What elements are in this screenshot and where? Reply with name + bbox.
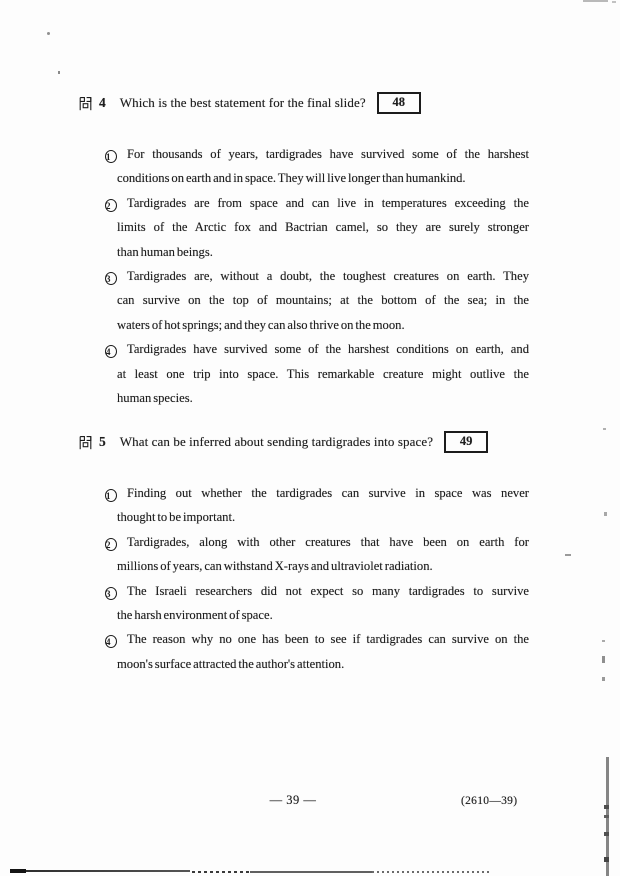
option-line (106, 481, 529, 505)
answer-option-3 (106, 579, 529, 628)
option-text: For thousands of years, tardigrades have survived some of the harshest (127, 147, 529, 161)
question-text: Which is the best statement for the final slide? (119, 95, 366, 110)
option-line (106, 337, 529, 361)
option-text: waters of hot springs; and they can also thrive on the moon. (117, 317, 405, 332)
scan-artifact-right-bar-speck (604, 815, 609, 818)
answer-option-1 (106, 481, 529, 530)
question-number: 5 (99, 434, 106, 449)
answer-number-box: 48 (377, 92, 421, 114)
option-line (117, 554, 529, 578)
option-line (106, 191, 529, 215)
answer-option-1 (106, 142, 529, 191)
scan-artifact-right-edge (602, 640, 605, 642)
option-text: conditions on earth and in space. They will live longer than humankind. (117, 171, 466, 186)
option-line (106, 264, 529, 288)
option-line (106, 530, 529, 554)
option-text: The reason why no one has been to see if tardigrades can survive on the (127, 632, 529, 647)
option-line (117, 313, 529, 337)
option-text: thought to be important. (117, 510, 236, 525)
option-line (117, 288, 529, 312)
answer-option-3 (106, 264, 529, 337)
option-text: Tardigrades are from space and can live in temperatures exceeding the (127, 195, 529, 210)
option-line (117, 386, 529, 410)
option-text: Finding out whether the tardigrades can survive in space was never (127, 486, 529, 500)
option-line (106, 142, 529, 166)
scan-artifact-bottom-line (26, 870, 190, 872)
question-number: 4 (99, 95, 106, 110)
scan-artifact-speck (58, 71, 60, 74)
option-line (106, 627, 529, 651)
option-text: moon's surface attracted the author's attention. (117, 656, 345, 671)
option-line (117, 166, 529, 190)
option-text: at least one trip into space. This remarkable creature might outlive the (117, 366, 529, 381)
scan-artifact-bottom-line (372, 871, 490, 873)
answer-number-box: 49 (444, 431, 488, 453)
option-marker: 2 (105, 538, 117, 551)
question-5-header (78, 431, 488, 453)
option-line (117, 652, 529, 676)
question-4-options (106, 142, 529, 410)
scan-artifact-right-edge (565, 554, 571, 556)
option-line (117, 215, 529, 239)
page-number: — 39 — (269, 793, 317, 807)
scan-artifact-right-edge (603, 428, 606, 430)
question-4-header (78, 92, 421, 114)
option-text: Tardigrades, along with other creatures that have been on earth for (127, 534, 529, 549)
question-text: What can be inferred about sending tardigrades into space? (119, 434, 434, 449)
scan-artifact-top-right (612, 1, 616, 3)
scan-artifact-right-edge (602, 677, 605, 681)
scan-artifact-right-bar-speck (604, 832, 609, 836)
scan-artifact-bottom-line (10, 869, 26, 873)
scan-artifact-right-edge (604, 512, 607, 516)
kanji-mon-icon (78, 435, 93, 450)
scan-artifact-speck (47, 32, 50, 35)
option-marker: 1 (105, 150, 117, 163)
option-text: limits of the Arctic fox and Bactrian camel, so they are surely stronger (117, 220, 529, 235)
answer-option-4 (106, 627, 529, 676)
answer-option-2 (106, 191, 529, 264)
option-marker: 3 (105, 587, 117, 600)
option-marker: 4 (105, 635, 117, 648)
answer-option-4 (106, 337, 529, 410)
option-line (117, 362, 529, 386)
kanji-mon-icon (78, 96, 93, 111)
option-line (117, 240, 529, 264)
option-text: Tardigrades are, without a doubt, the toughest creatures on earth. They (127, 268, 529, 283)
option-text: Tardigrades have survived some of the harshest conditions on earth, and (127, 342, 529, 357)
scan-artifact-bottom-line (192, 871, 250, 873)
document-code: (2610—39) (461, 795, 518, 807)
scan-artifact-right-bar-speck (604, 805, 609, 809)
scan-artifact-top-right (583, 0, 608, 2)
option-text: The Israeli researchers did not expect so many tardigrades to survive (127, 583, 529, 598)
option-text: human species. (117, 390, 193, 405)
scan-artifact-bottom-line (250, 871, 372, 873)
option-marker: 4 (105, 345, 117, 358)
option-text: can survive on the top of mountains; at the bottom of the sea; in the (117, 293, 529, 308)
option-marker: 2 (105, 199, 117, 212)
option-line (117, 603, 529, 627)
answer-option-2 (106, 530, 529, 579)
option-text: the harsh environment of space. (117, 607, 273, 622)
option-marker: 3 (105, 272, 117, 285)
question-5-options (106, 481, 529, 676)
option-text: millions of years, can withstand X-rays and ultraviolet radiation. (117, 559, 433, 574)
option-marker: 1 (105, 489, 117, 502)
option-line (117, 505, 529, 529)
scan-artifact-right-edge (602, 656, 605, 663)
scan-artifact-right-bar-speck (604, 857, 609, 862)
option-line (106, 579, 529, 603)
option-text: than human beings. (117, 244, 213, 259)
